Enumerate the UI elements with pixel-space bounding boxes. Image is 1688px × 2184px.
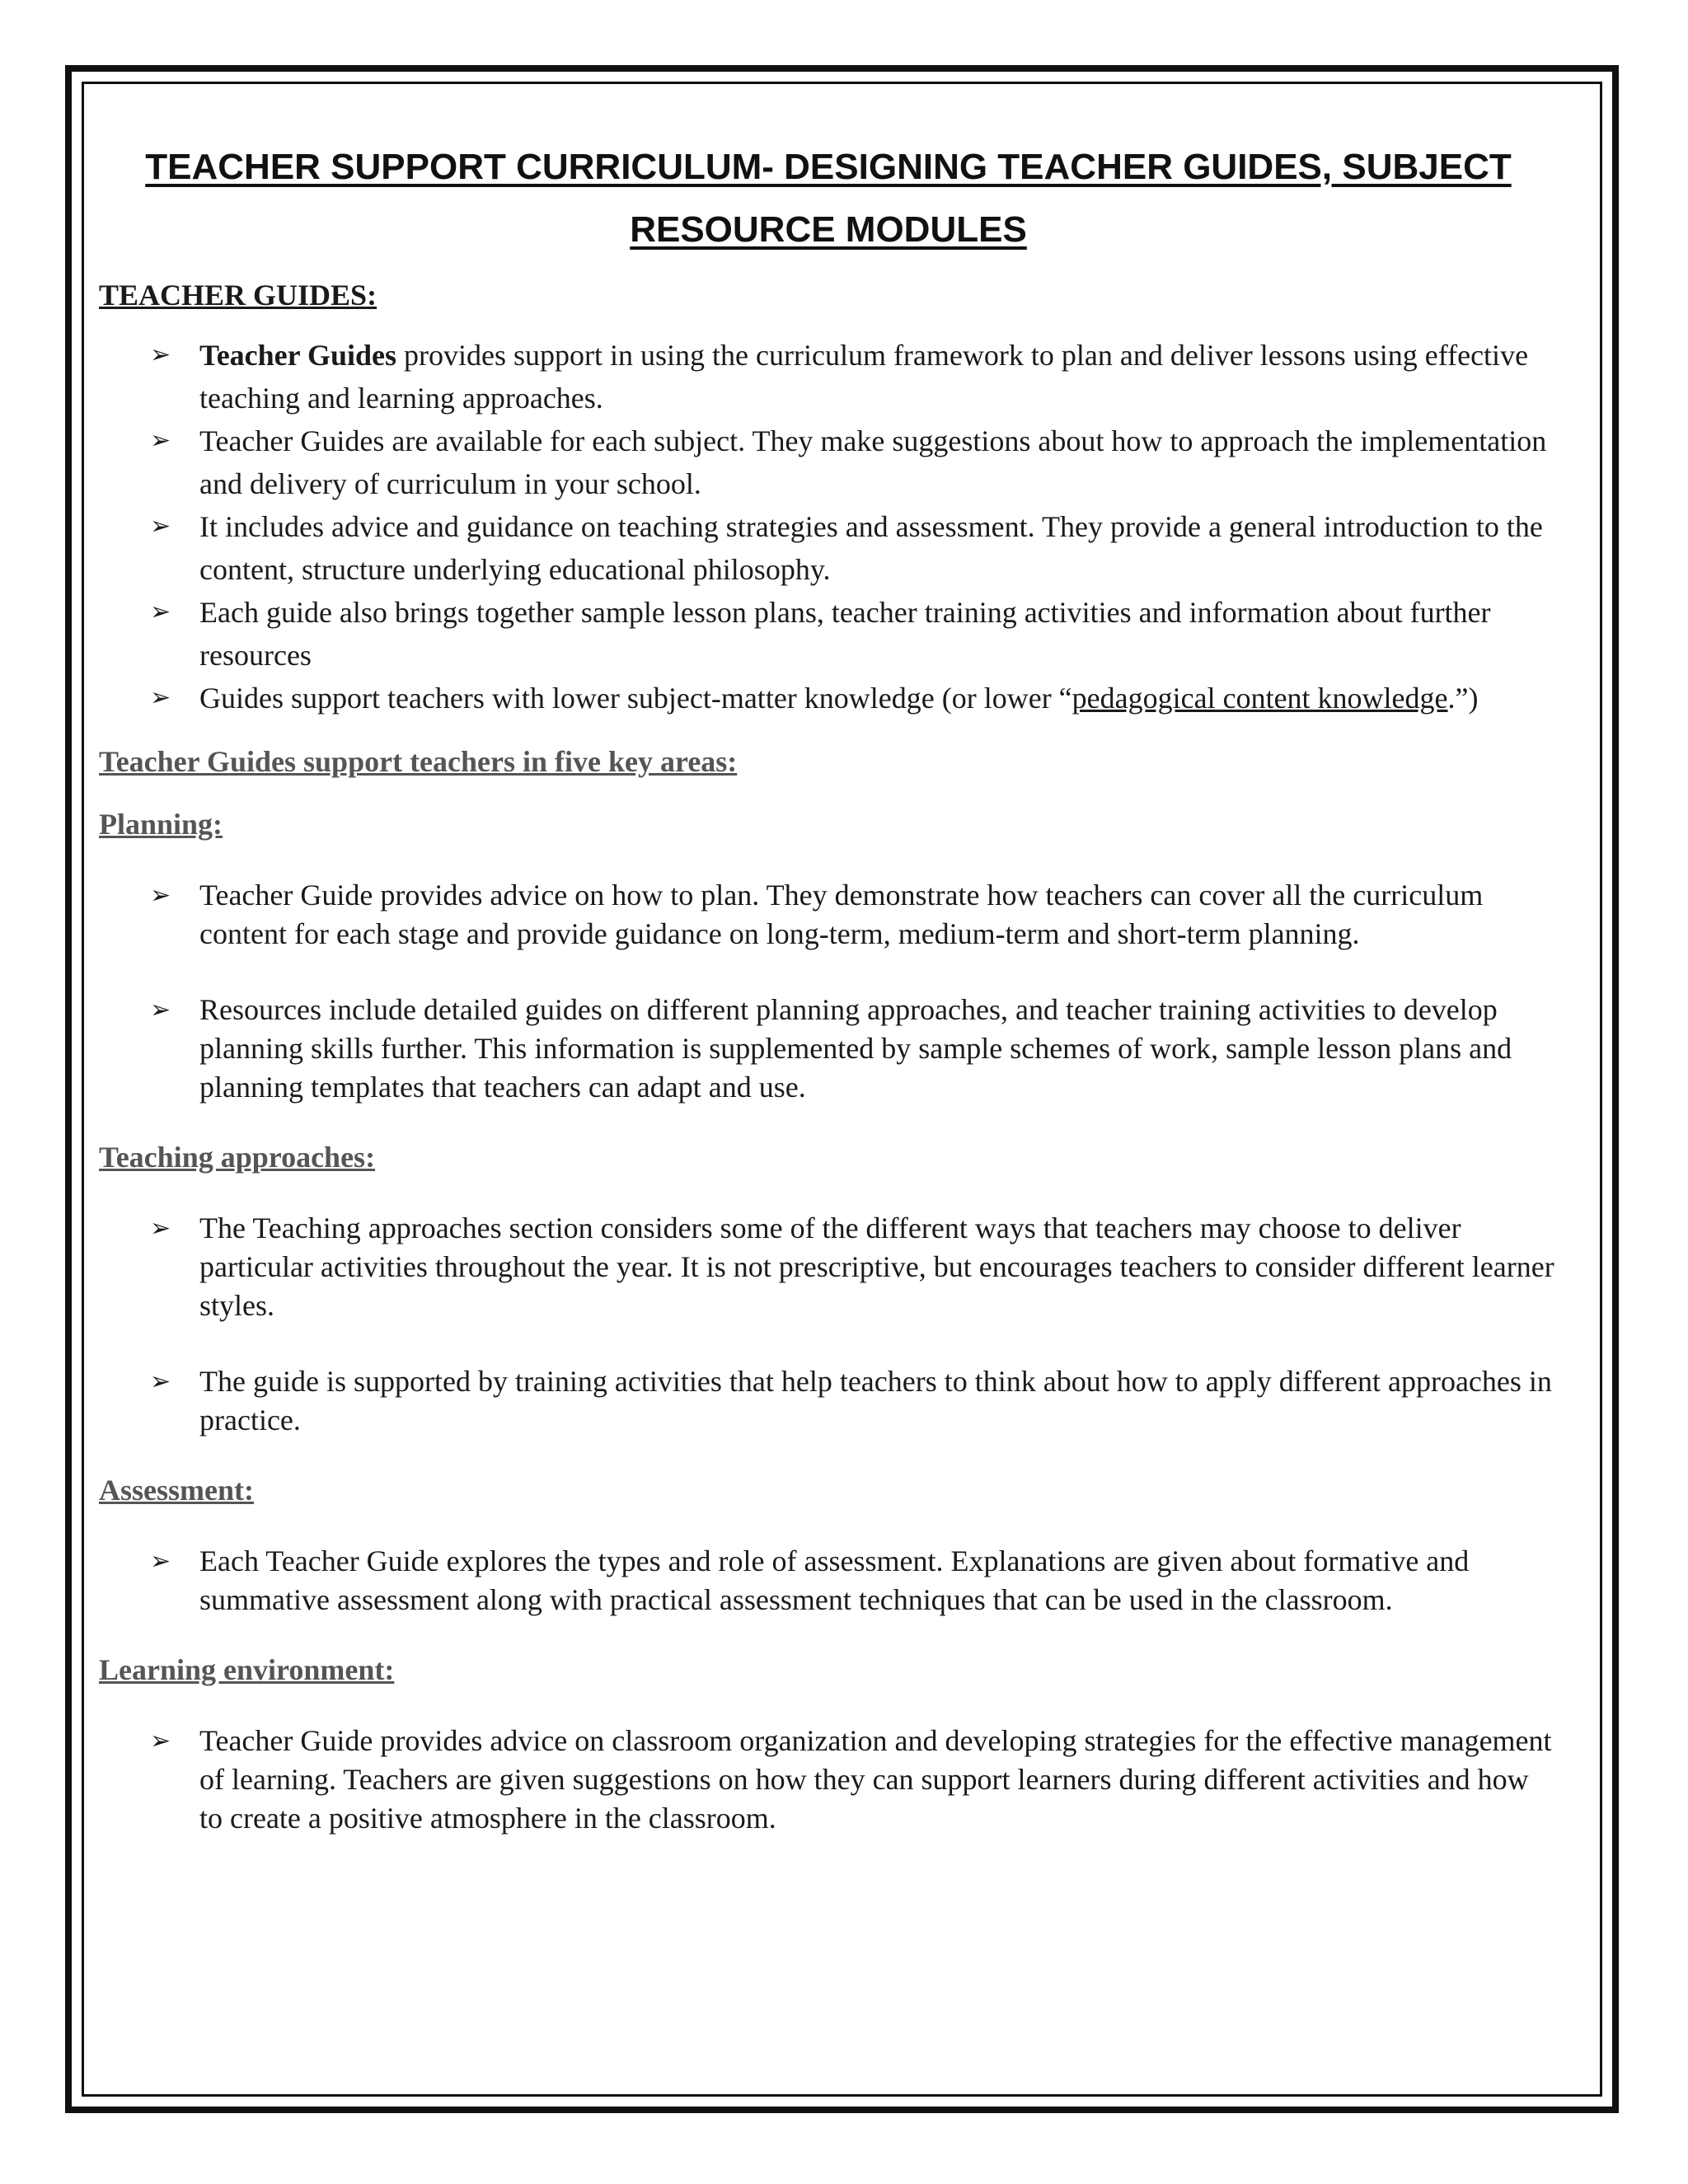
list-item bbox=[99, 505, 1558, 591]
bullet-arrow-icon: ➢ bbox=[150, 598, 171, 626]
list-item-text: Teacher Guide provides advice on classroom organization and developing strategies for the effective management of learning. Teachers are given suggestions on how they can support learners during different activities and how to create a positive atmosphere in the classroom. bbox=[199, 1724, 1552, 1835]
list-item-text: provides support in using the curriculum framework to plan and deliver lessons using effective teaching and learning approaches. bbox=[199, 339, 1529, 415]
heading-teacher-guides: TEACHER GUIDES: bbox=[99, 279, 377, 312]
heading-teaching-approaches: Teaching approaches: bbox=[99, 1141, 376, 1174]
list-item bbox=[99, 419, 1558, 505]
list-item bbox=[99, 1209, 1558, 1325]
bullet-arrow-icon: ➢ bbox=[150, 683, 171, 712]
bullet-arrow-icon: ➢ bbox=[150, 512, 171, 541]
list-item-text: Teacher Guides are available for each subject. They make suggestions about how to approach the implementation and delivery of curriculum in your school. bbox=[199, 424, 1547, 500]
document-content bbox=[99, 136, 1558, 1838]
planning-list bbox=[99, 876, 1558, 1107]
teaching-approaches-list bbox=[99, 1209, 1558, 1440]
list-item bbox=[99, 1542, 1558, 1619]
list-item bbox=[99, 591, 1558, 677]
pedagogical-content-knowledge-link[interactable]: pedagogical content knowledge bbox=[1071, 682, 1448, 715]
title-line-1: TEACHER SUPPORT CURRICULUM- DESIGNING TEACHER GUIDES, SUBJECT bbox=[145, 147, 1512, 187]
heading-planning: Planning: bbox=[99, 808, 223, 841]
heading-assessment: Assessment: bbox=[99, 1474, 254, 1507]
bullet-arrow-icon: ➢ bbox=[150, 426, 171, 455]
list-item-text: The Teaching approaches section considers some of the different ways that teachers may choose to deliver particular activities throughout the year. It is not prescriptive, but encourages teachers to consider different learner styles. bbox=[199, 1212, 1554, 1322]
heading-learning-environment: Learning environment: bbox=[99, 1653, 395, 1686]
heading-five-key-areas: Teacher Guides support teachers in five key areas: bbox=[99, 745, 738, 778]
assessment-list bbox=[99, 1542, 1558, 1619]
list-item bbox=[99, 334, 1558, 419]
bullet-arrow-icon: ➢ bbox=[150, 1727, 171, 1755]
list-item-text: .”) bbox=[1447, 682, 1479, 715]
list-item bbox=[99, 876, 1558, 954]
list-item-text: Guides support teachers with lower subject-matter knowledge (or lower “ bbox=[199, 682, 1072, 715]
bullet-arrow-icon: ➢ bbox=[150, 1214, 171, 1243]
bullet-arrow-icon: ➢ bbox=[150, 1547, 171, 1576]
list-item-text: It includes advice and guidance on teaching strategies and assessment. They provide a general introduction to the content, structure underlying educational philosophy. bbox=[199, 510, 1543, 586]
bullet-arrow-icon: ➢ bbox=[150, 881, 171, 910]
bullet-arrow-icon: ➢ bbox=[150, 1367, 171, 1396]
list-item bbox=[99, 991, 1558, 1107]
list-item bbox=[99, 1362, 1558, 1440]
learning-environment-list bbox=[99, 1722, 1558, 1838]
list-item bbox=[99, 677, 1558, 719]
list-item-text: The guide is supported by training activities that help teachers to think about how to apply different approaches in practice. bbox=[199, 1365, 1552, 1436]
bullet-arrow-icon: ➢ bbox=[150, 340, 171, 369]
bullet-arrow-icon: ➢ bbox=[150, 996, 171, 1024]
document-title bbox=[99, 136, 1558, 261]
list-item-text: Resources include detailed guides on different planning approaches, and teacher training activities to develop planning skills further. This information is supplemented by sample schemes of work, sample lesson plans and planning templates that teachers can adapt and use. bbox=[199, 993, 1512, 1104]
title-line-2: RESOURCE MODULES bbox=[630, 209, 1027, 250]
list-item-text: Each guide also brings together sample lesson plans, teacher training activities and information about further resources bbox=[199, 596, 1491, 672]
list-item-text: Each Teacher Guide explores the types and role of assessment. Explanations are given about formative and summative assessment along with practical assessment techniques that can be used in the classroom. bbox=[199, 1544, 1470, 1616]
teacher-guides-list bbox=[99, 334, 1558, 719]
list-item bbox=[99, 1722, 1558, 1838]
term-teacher-guides: Teacher Guides bbox=[199, 339, 397, 372]
list-item-text: Teacher Guide provides advice on how to plan. They demonstrate how teachers can cover all the curriculum content for each stage and provide guidance on long-term, medium-term and short-term planning. bbox=[199, 879, 1484, 950]
